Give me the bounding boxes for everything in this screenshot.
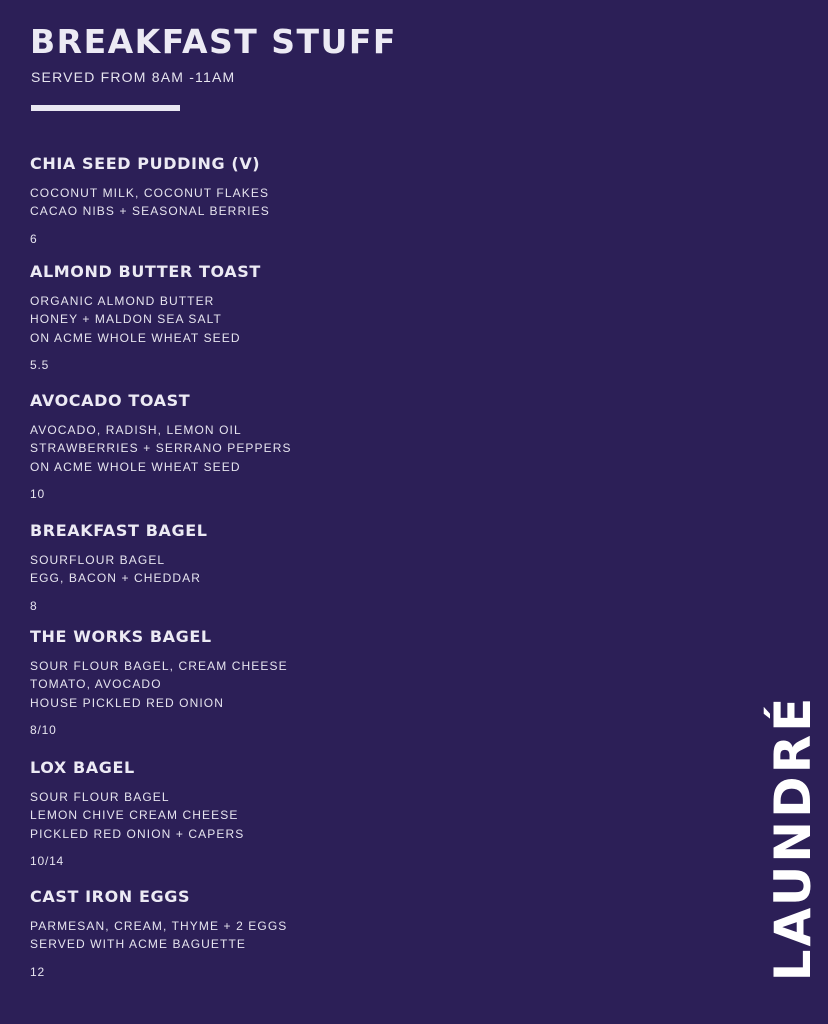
item-description-line: CACAO NIBS + SEASONAL BERRIES (30, 204, 270, 219)
item-description-line: SOUR FLOUR BAGEL (30, 790, 170, 804)
item-name: THE WORKS BAGEL (30, 627, 212, 646)
menu-item (30, 154, 650, 247)
brand-logo: LAUNDRÉ (764, 694, 822, 982)
item-description-line: PICKLED RED ONION + CAPERS (30, 826, 245, 841)
item-description-line: SOUR FLOUR BAGEL, CREAM CHEESE (30, 659, 288, 673)
item-description-line: EGG, BACON + CHEDDAR (30, 571, 202, 586)
item-price: 8/10 (30, 722, 57, 737)
menu-item (30, 627, 650, 738)
item-description-line: LEMON CHIVE CREAM CHEESE (30, 808, 239, 823)
item-name: ALMOND BUTTER TOAST (30, 262, 261, 281)
menu-item (30, 262, 650, 373)
item-price: 8 (30, 598, 38, 613)
title-divider (31, 105, 180, 111)
menu-item (30, 758, 650, 869)
menu-title: BREAKFAST STUFF (30, 22, 397, 61)
item-name: AVOCADO TOAST (30, 391, 191, 410)
item-description (30, 657, 650, 712)
item-description (30, 788, 650, 843)
item-description-line: PARMESAN, CREAM, THYME + 2 EGGS (30, 919, 288, 933)
item-name: CAST IRON EGGS (30, 887, 191, 906)
item-description (30, 184, 650, 221)
item-description-line: SOURFLOUR BAGEL (30, 553, 166, 567)
item-price: 6 (30, 231, 38, 246)
item-name: BREAKFAST BAGEL (30, 521, 208, 540)
item-name: CHIA SEED PUDDING (V) (30, 154, 261, 173)
item-description (30, 292, 650, 347)
item-name: LOX BAGEL (30, 758, 135, 777)
item-description-line: HOUSE PICKLED RED ONION (30, 695, 224, 710)
menu-subtitle: SERVED FROM 8AM -11AM (31, 69, 236, 85)
item-price: 10 (30, 486, 45, 501)
menu-item (30, 887, 650, 980)
item-description (30, 917, 650, 954)
menu-item (30, 521, 650, 614)
item-price: 12 (30, 964, 45, 979)
item-description-line: HONEY + MALDON SEA SALT (30, 312, 222, 327)
item-description (30, 421, 650, 476)
item-description-line: SERVED WITH ACME BAGUETTE (30, 937, 246, 952)
item-description-line: AVOCADO, RADISH, LEMON OIL (30, 423, 242, 437)
item-description-line: STRAWBERRIES + SERRANO PEPPERS (30, 441, 292, 456)
item-description (30, 551, 650, 588)
item-description-line: TOMATO, AVOCADO (30, 677, 162, 692)
item-price: 10/14 (30, 853, 65, 868)
item-description-line: COCONUT MILK, COCONUT FLAKES (30, 186, 270, 200)
item-description-line: ON ACME WHOLE WHEAT SEED (30, 330, 241, 345)
item-description-line: ON ACME WHOLE WHEAT SEED (30, 459, 241, 474)
menu-item (30, 391, 650, 502)
item-description-line: ORGANIC ALMOND BUTTER (30, 294, 215, 308)
item-price: 5.5 (30, 357, 50, 372)
